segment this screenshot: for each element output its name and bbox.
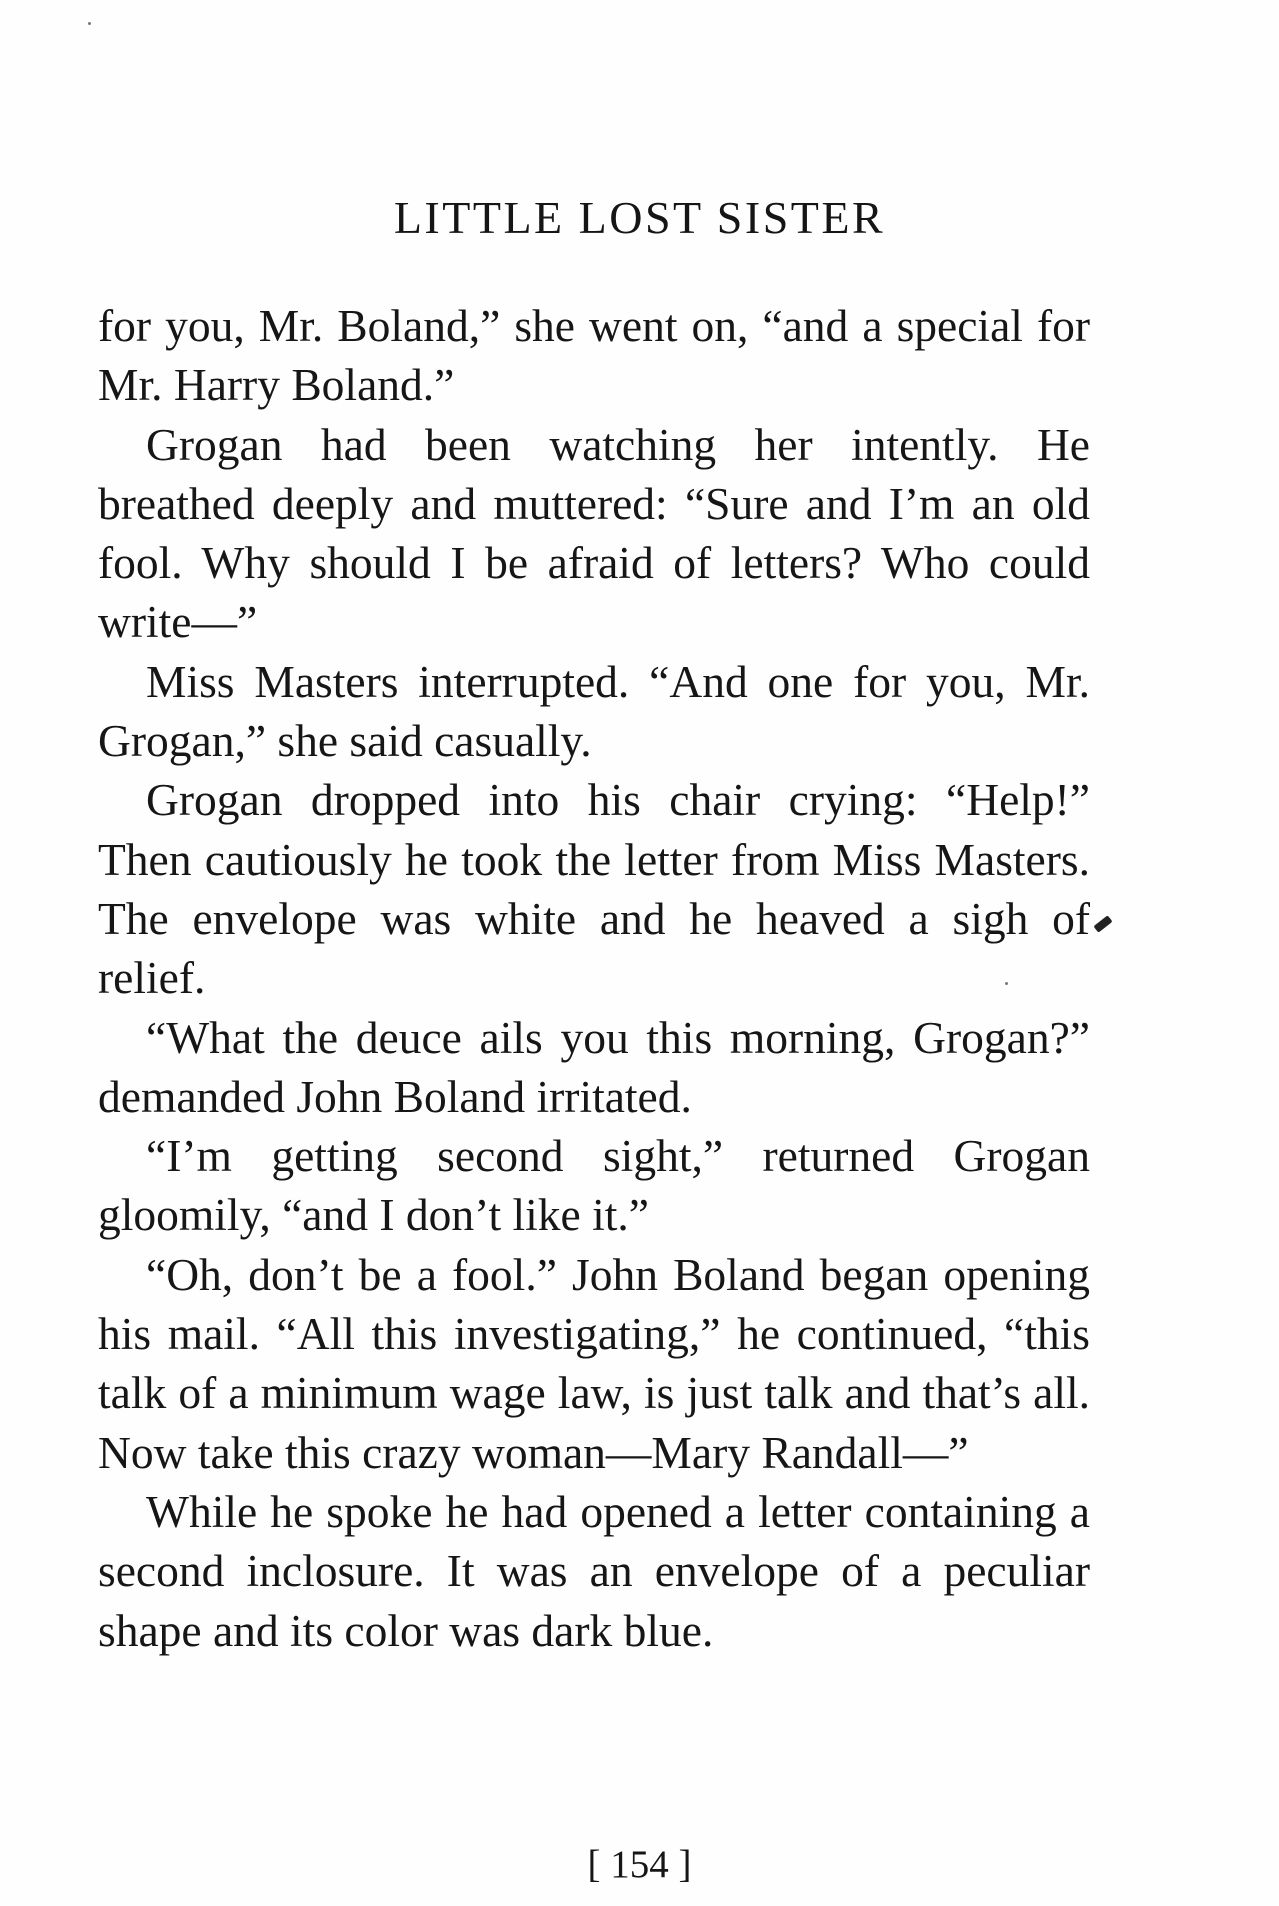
paragraph: Grogan dropped into his chair crying: “Help!” Then cautiously he took the letter from Miss Masters. The envelope was white and he heaved a sigh of relief. bbox=[98, 774, 1090, 1004]
paper-speck bbox=[1005, 982, 1008, 985]
paper-speck bbox=[88, 22, 91, 25]
paragraph: Grogan had been watching her intently. He breathed deeply and muttered: “Sure and I’m an old fool. Why should I be afraid of letters? Who could write—” bbox=[98, 418, 1090, 648]
paragraph: “Oh, don’t be a fool.” John Boland began opening his mail. “All this investigating,” he continued, “this talk of a minimum wage law, is just talk and that’s all. Now take this crazy woman—Mary Randall—” bbox=[98, 1248, 1090, 1478]
running-head: LITTLE LOST SISTER bbox=[393, 192, 886, 243]
paragraph: Miss Masters interrupted. “And one for you, Mr. Grogan,” she said casually. bbox=[98, 655, 1090, 767]
paragraph: While he spoke he had opened a letter containing a second inclosure. It was an envelope of a peculiar shape and its color was dark blue. bbox=[98, 1485, 1090, 1656]
paragraph-continued: for you, Mr. Boland,” she went on, “and a special for Mr. Harry Boland.” bbox=[98, 300, 1090, 411]
page-number: [ 154 ] bbox=[587, 1843, 692, 1886]
paragraph: “I’m getting second sight,” returned Grogan gloomily, “and I don’t like it.” bbox=[98, 1130, 1090, 1241]
margin-pencil-mark bbox=[1093, 915, 1112, 932]
paragraph: “What the deuce ails you this morning, Grogan?” demanded John Boland irritated. bbox=[98, 1011, 1090, 1122]
body-text bbox=[98, 296, 1090, 1660]
